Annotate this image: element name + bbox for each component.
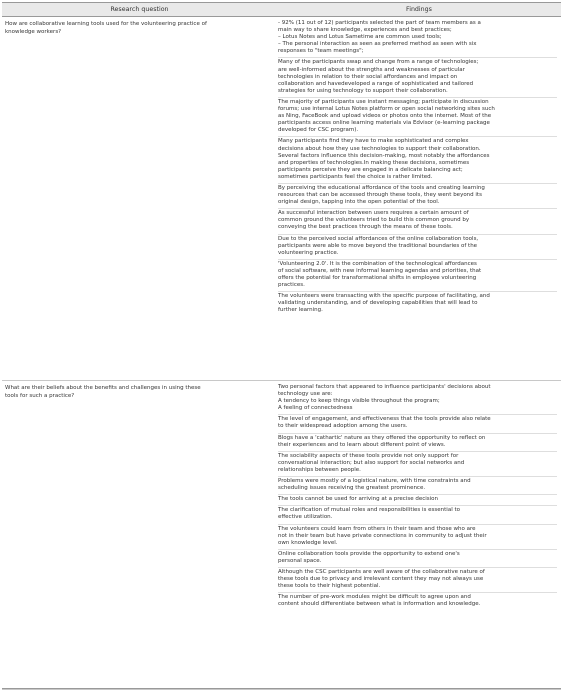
finding-paragraph <box>278 383 557 415</box>
question-line: How are collaborative learning tools used for the volunteering practice of <box>5 21 207 27</box>
finding-line: The volunteers were transacting with the specific purpose of facilitating, and <box>278 293 490 300</box>
findings-cell <box>277 17 561 380</box>
finding-line: participants were able to move beyond the traditional boundaries of the <box>278 242 478 249</box>
research-question-cell <box>2 17 277 380</box>
finding-line: The clarification of mutual roles and responsibilities is essential to <box>278 507 461 514</box>
table-bottom-rule <box>2 688 561 689</box>
finding-line: main way to share knowledge, experiences and best practices; <box>278 27 452 34</box>
finding-line: A feeling of connectedness <box>278 405 353 412</box>
finding-line: - 92% (11 out of 12) participants selected the part of team members as a <box>278 20 481 26</box>
finding-line: their experiences and to learn about different point of views. <box>278 441 446 448</box>
finding-line: forums; use internal Lotus Notes platform or open social networking sites such <box>278 106 495 113</box>
finding-line: Several factors influence this decision-making, most notably the affordances <box>278 152 490 159</box>
finding-line: strategies for using technology to support their collaboration. <box>278 87 448 94</box>
table-row <box>2 381 561 690</box>
finding-paragraph <box>278 260 557 292</box>
finding-paragraph <box>278 495 557 506</box>
header-research-question: Research question <box>110 6 169 13</box>
finding-line: own knowledge level. <box>278 539 338 546</box>
finding-line: of social software, with new informal learning agendas and priorities, that <box>278 267 482 274</box>
finding-line: these tools due to privacy and irrelevant content they may not always use <box>278 576 484 583</box>
finding-line: technology use are: <box>278 391 333 398</box>
finding-line: content should differentiate between what is information and knowledge. <box>278 601 481 608</box>
finding-paragraph <box>278 19 557 58</box>
finding-line: By perceiving the educational affordance of the tools and creating learning <box>278 184 485 191</box>
finding-paragraph <box>278 525 557 550</box>
finding-line: Online collaboration tools provide the opportunity to extend one's <box>278 550 460 557</box>
finding-line: decisions about how they use technologies to support their collaboration. <box>278 145 481 152</box>
finding-line: participants perceive they are engaged in a delicate balancing act; <box>278 166 463 173</box>
finding-line: offers the potential for transformational shifts in employee volunteering <box>278 275 477 281</box>
finding-paragraph <box>278 209 557 234</box>
finding-line: scheduling issues receiving the greatest prominence. <box>278 485 426 492</box>
finding-paragraph <box>278 477 557 495</box>
finding-line: As successful interaction between users requires a certain amount of <box>278 210 469 217</box>
finding-paragraph <box>278 550 557 568</box>
finding-line: sometimes participants feel the choice is rather limited. <box>278 173 433 180</box>
finding-line: technologies in relation to their social affordances and impact on <box>278 73 458 80</box>
finding-line: Although the CSC participants are well aware of the collaborative nature of <box>278 568 485 575</box>
finding-line: to their widespread adoption among the users. <box>278 423 408 430</box>
finding-line: validating understanding, and of developing capabilities that will lead to <box>278 300 478 307</box>
findings-cell <box>277 381 561 689</box>
finding-line: Many of the participants swap and change from a range of technologies; <box>278 59 479 66</box>
finding-line: resources that can be accessed through these tools, they went beyond its <box>278 192 482 199</box>
question-line: What are their beliefs about the benefits and challenges in using these <box>5 385 201 391</box>
finding-line: The tools cannot be used for arriving at a precise decision <box>278 496 439 503</box>
finding-line: are well-informed about the strengths and weaknesses of particular <box>278 66 465 73</box>
question-line: tools for such a practice? <box>5 392 75 399</box>
finding-line: – The personal interaction as seen as preferred method as seen with six <box>278 41 477 48</box>
finding-paragraph <box>278 58 557 97</box>
finding-line: The majority of participants use instant messaging; participate in discussion <box>278 98 489 105</box>
finding-line: personal space. <box>278 557 322 564</box>
finding-line: The sociability aspects of these tools provide not only support for <box>278 452 459 459</box>
finding-line: conversational interaction; but also support for social networks and <box>278 459 465 466</box>
table-header-row <box>2 2 561 17</box>
research-question-cell <box>2 381 277 689</box>
finding-paragraph <box>278 235 557 260</box>
finding-line: The number of pre-work modules might be difficult to agree upon and <box>278 594 471 601</box>
finding-line: The level of engagement, and effectiveness that the tools provide also relate <box>278 416 491 423</box>
finding-paragraph <box>278 506 557 524</box>
finding-paragraph <box>278 184 557 209</box>
finding-line: Blogs have a 'cathartic' nature as they offered the opportunity to reflect on <box>278 434 486 441</box>
finding-line: collaboration and havedeveloped a range of sophisticated and tailored <box>278 80 474 87</box>
finding-line: effective utilization. <box>278 514 333 521</box>
finding-line: these tools to their highest potential. <box>278 583 381 590</box>
finding-line: A tendency to keep things visible throughout the program; <box>278 398 440 405</box>
finding-line: common ground the volunteers tried to build this common ground by <box>278 217 470 224</box>
finding-line: – Lotus Notes and Lotus Sametime are common used tools; <box>278 34 442 41</box>
finding-line: relationships between people. <box>278 466 361 473</box>
finding-line: not in their team but have private connections in community to adjust their <box>278 532 487 539</box>
finding-paragraph <box>278 452 557 477</box>
question-line: knowledge workers? <box>5 28 62 35</box>
finding-line: responses to "team meetings"; <box>278 48 364 55</box>
finding-line: Problems were mostly of a logistical nature, with time constraints and <box>278 478 471 485</box>
finding-line: The volunteers could learn from others in their team and those who are <box>278 525 476 532</box>
finding-paragraph <box>278 593 557 610</box>
finding-line: 'Volunteering 2.0'. It is the combination of the technological affordances <box>278 260 477 267</box>
finding-line: participants access online learning materials via Edvisor (e-learning package <box>278 120 490 127</box>
finding-line: volunteering practice. <box>278 249 339 256</box>
finding-line: and properties of technologies.In making these decisions, sometimes <box>278 159 470 166</box>
finding-paragraph <box>278 568 557 593</box>
finding-paragraph <box>278 292 557 316</box>
finding-line: Many participants find they have to make sophisticated and complex <box>278 138 469 145</box>
header-findings: Findings <box>406 6 432 13</box>
finding-paragraph <box>278 98 557 137</box>
finding-line: conveying the best practices through the means of these tools. <box>278 224 453 231</box>
finding-line: Two personal factors that appeared to influence participants' decisions about <box>278 384 491 390</box>
finding-line: original design, tapping into the open potential of the tool. <box>278 199 440 206</box>
finding-paragraph <box>278 434 557 452</box>
finding-line: Due to the perceived social affordances of the online collaboration tools, <box>278 235 479 242</box>
finding-line: developed for CSC program). <box>278 127 359 134</box>
finding-paragraph <box>278 137 557 184</box>
table-row <box>2 17 561 381</box>
finding-line: practices. <box>278 282 305 289</box>
research-findings-table <box>2 2 561 690</box>
finding-line: as Ning, FaceBook and upload videos or photos onto the internet. Most of the <box>278 113 492 120</box>
finding-paragraph <box>278 415 557 433</box>
finding-line: further learning. <box>278 307 323 314</box>
